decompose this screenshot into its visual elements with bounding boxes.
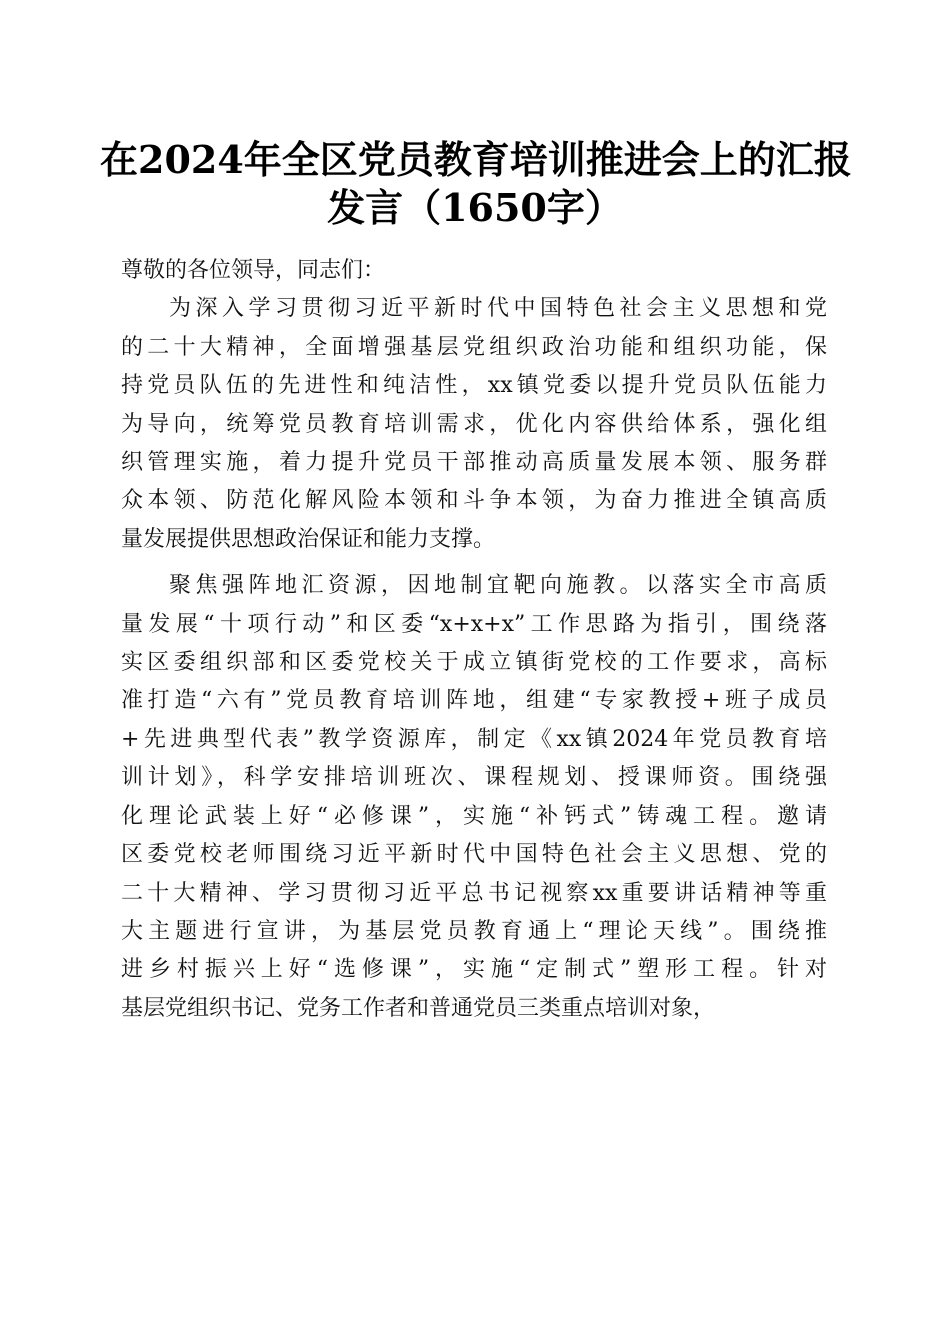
paragraph-2	[121, 567, 827, 1028]
text-line: +先进典型代表”教学资源库，制定《xx镇2024年党员教育培	[121, 726, 827, 752]
text-line: 基层党组织书记、党务工作者和普通党员三类重点培训对象，	[121, 995, 716, 1021]
document-title	[100, 136, 850, 232]
title-line-2: 发言（1650字）	[327, 185, 623, 230]
text-line: 进乡村振兴上好“选修课”，实施“定制式”塑形工程。针对	[121, 957, 827, 983]
text-line: 的二十大精神，全面增强基层党组织政治功能和组织功能，保	[121, 334, 827, 360]
paragraph-1	[121, 290, 827, 559]
paragraph-spacer	[121, 559, 827, 567]
text-line: 为深入学习贯彻习近平新时代中国特色社会主义思想和党	[169, 296, 827, 322]
text-line: 准打造“六有”党员教育培训阵地，组建“专家教授+班子成员	[121, 688, 827, 714]
salutation: 尊敬的各位领导，同志们：	[121, 258, 386, 283]
title-line-1: 在2024年全区党员教育培训推进会上的汇报	[100, 137, 852, 182]
text-line: 众本领、防范化解风险本领和斗争本领，为奋力推进全镇高质	[121, 488, 827, 514]
text-line: 实区委组织部和区委党校关于成立镇街党校的工作要求，高标	[121, 650, 827, 676]
text-line: 持党员队伍的先进性和纯洁性，xx镇党委以提升党员队伍能力	[121, 373, 827, 399]
text-line: 大主题进行宣讲，为基层党员教育通上“理论天线”。围绕推	[121, 918, 827, 944]
text-line: 区委党校老师围绕习近平新时代中国特色社会主义思想、党的	[121, 842, 827, 868]
text-line: 量发展“十项行动”和区委“x+x+x”工作思路为指引，围绕落	[121, 611, 827, 637]
text-line: 化理论武装上好“必修课”，实施“补钙式”铸魂工程。邀请	[121, 803, 827, 829]
text-line: 二十大精神、学习贯彻习近平总书记视察xx重要讲话精神等重	[121, 880, 827, 906]
text-line: 织管理实施，着力提升党员干部推动高质量发展本领、服务群	[121, 450, 827, 476]
text-line: 为导向，统筹党员教育培训需求，优化内容供给体系，强化组	[121, 411, 827, 437]
document-body	[121, 252, 827, 1028]
text-line: 训计划》，科学安排培训班次、课程规划、授课师资。围绕强	[121, 765, 827, 791]
text-line: 量发展提供思想政治保证和能力支撑。	[121, 526, 496, 552]
text-line: 聚焦强阵地汇资源，因地制宜靶向施教。以落实全市高质	[169, 573, 827, 599]
